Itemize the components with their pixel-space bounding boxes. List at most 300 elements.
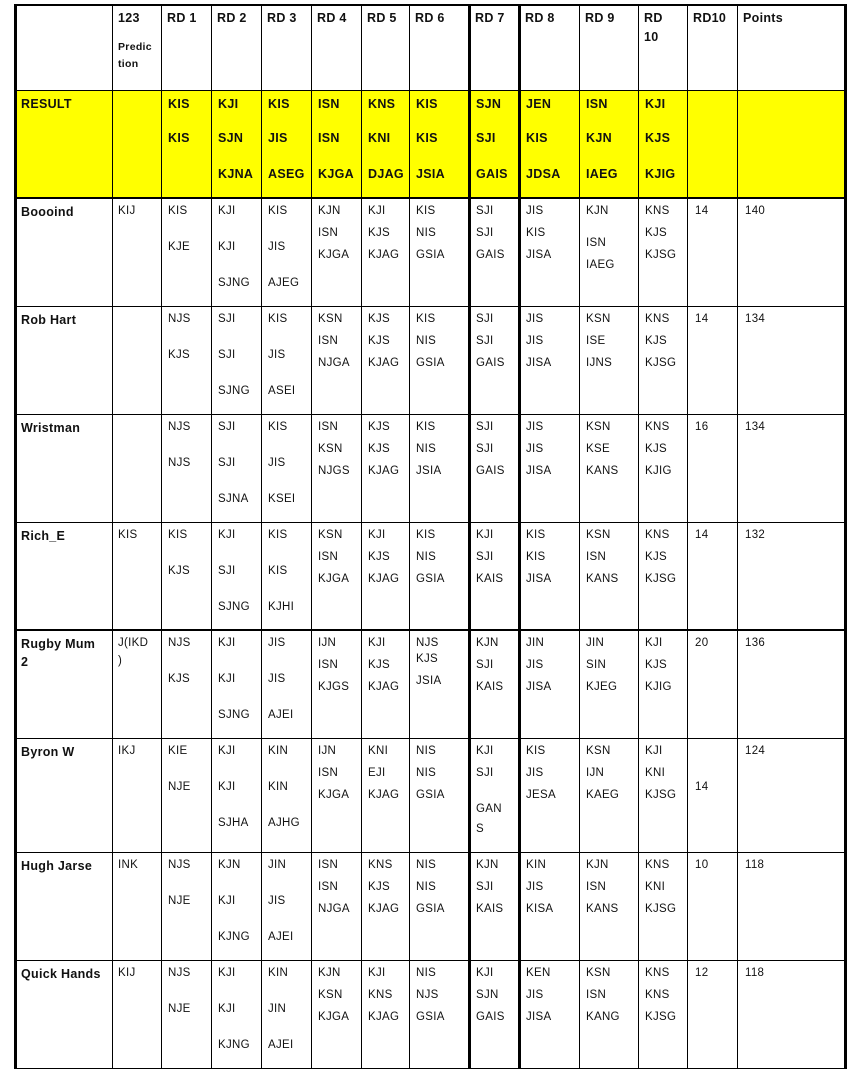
round-pick: KIS (416, 529, 436, 541)
header-label: RD 1 (167, 11, 197, 25)
result-code: KNI (368, 131, 391, 145)
round-cell-rd7 (469, 306, 519, 414)
result-code: KIS (416, 131, 438, 145)
round-cell-rd9 (579, 630, 638, 738)
round-pick: GSIA (416, 249, 445, 261)
round-pick: KJI (218, 781, 236, 793)
round-pick: SJNG (218, 277, 250, 289)
round-cell-rd3 (261, 630, 311, 738)
round-cell-rd8 (519, 630, 579, 738)
round-pick: SJI (476, 205, 494, 217)
round-pick: KJN (586, 205, 609, 217)
round-pick: GSIA (416, 1011, 445, 1023)
round-pick: SJI (476, 881, 494, 893)
round-pick: KJI (218, 1003, 236, 1015)
round-pick: JIS (268, 673, 286, 685)
prediction-value: ) (118, 655, 123, 667)
round-pick: KIS (268, 421, 288, 433)
round-pick: KJNG (218, 931, 250, 943)
round-pick: JISA (526, 357, 552, 369)
prediction-cell (112, 738, 161, 852)
round-pick: SJI (476, 421, 494, 433)
round-cell-rd2 (211, 960, 261, 1069)
round-pick: KNI (645, 881, 666, 893)
header-label: RD 5 (367, 11, 397, 25)
round-pick: IJN (586, 767, 605, 779)
round-pick: JIS (526, 443, 544, 455)
round-pick: KNS (645, 859, 670, 871)
round-pick: NIS (416, 859, 437, 871)
round-cell-rd2 (211, 414, 261, 522)
result-code: IAEG (586, 167, 618, 181)
rd10-score: 14 (695, 313, 709, 325)
round-pick: KJAG (368, 249, 400, 261)
round-pick: KJGA (318, 789, 350, 801)
player-name-cell (14, 852, 112, 960)
result-code: KJN (586, 131, 612, 145)
round-pick: KJN (476, 859, 499, 871)
round-pick: KNS (645, 313, 670, 325)
player-name-cell (14, 630, 112, 738)
round-cell-rd9 (579, 306, 638, 414)
round-pick: KIN (268, 781, 289, 793)
round-pick: KIS (168, 529, 188, 541)
round-cell-rd10 (638, 738, 687, 852)
round-pick: KIN (268, 745, 289, 757)
prediction-cell (112, 852, 161, 960)
round-pick: KANS (586, 903, 619, 915)
round-pick: SJI (218, 421, 236, 433)
result-rd5 (361, 90, 409, 198)
player-name: Byron W (21, 745, 75, 759)
round-cell-rd4 (311, 414, 361, 522)
round-pick: KSN (318, 313, 343, 325)
round-cell-rd8 (519, 306, 579, 414)
round-cell-rd1 (161, 852, 211, 960)
round-pick: JIN (526, 637, 545, 649)
round-pick: SJI (476, 551, 494, 563)
round-cell-rd2 (211, 852, 261, 960)
round-pick: SJNG (218, 709, 250, 721)
round-pick: KJI (476, 529, 494, 541)
round-pick: AJEI (268, 1039, 294, 1051)
round-pick: JISA (526, 465, 552, 477)
prediction-cell (112, 522, 161, 630)
round-cell-rd4 (311, 960, 361, 1069)
round-pick: NJS (416, 989, 439, 1001)
round-pick: GAIS (476, 1011, 505, 1023)
round-pick: KJGA (318, 573, 350, 585)
rd10-score-cell (687, 852, 737, 960)
rd10-score: 14 (695, 205, 709, 217)
round-pick: JIN (268, 1003, 287, 1015)
round-pick: NJE (168, 895, 191, 907)
result-code: KJS (645, 131, 671, 145)
round-pick: ASEI (268, 385, 296, 397)
round-pick: KAIS (476, 903, 504, 915)
round-pick: KJS (645, 227, 667, 239)
round-pick: GSIA (416, 357, 445, 369)
prediction-cell (112, 630, 161, 738)
round-cell-rd4 (311, 522, 361, 630)
rd10-score-cell (687, 630, 737, 738)
result-rd4 (311, 90, 361, 198)
result-code: SJI (476, 131, 496, 145)
round-pick: SIN (586, 659, 607, 671)
round-pick: JISA (526, 681, 552, 693)
rd10-score-cell (687, 414, 737, 522)
header-label: 10 (644, 30, 659, 44)
prediction-value: KIJ (118, 205, 136, 217)
round-cell-rd4 (311, 198, 361, 306)
result-label-cell (14, 90, 112, 198)
rd10-score-cell (687, 522, 737, 630)
round-pick: ISN (318, 421, 339, 433)
round-pick: KJAG (368, 681, 400, 693)
player-name-cell (14, 738, 112, 852)
points-value: 124 (745, 745, 766, 757)
result-rd10 (638, 90, 687, 198)
round-pick: SJI (476, 659, 494, 671)
round-pick: JIS (526, 335, 544, 347)
player-name: Rugby Mum (21, 637, 96, 651)
column-header (519, 4, 579, 90)
result-code: JIS (268, 131, 288, 145)
result-code: GAIS (476, 167, 508, 181)
round-pick: KIS (268, 529, 288, 541)
round-pick: SJI (476, 767, 494, 779)
round-pick: KJAG (368, 1011, 400, 1023)
round-cell-rd10 (638, 198, 687, 306)
column-divider (687, 4, 688, 1069)
round-cell-rd6 (409, 738, 469, 852)
column-divider (468, 4, 471, 1069)
row-divider (14, 90, 846, 91)
prediction-cell (112, 960, 161, 1069)
points-cell (737, 630, 846, 738)
points-value: 140 (745, 205, 766, 217)
round-pick: KJI (218, 637, 236, 649)
round-pick: AJHG (268, 817, 300, 829)
round-pick: SJNG (218, 601, 250, 613)
result-code: KJI (645, 97, 666, 111)
round-pick: KJSG (645, 573, 677, 585)
round-pick: KIS (526, 745, 546, 757)
prediction-cell (112, 306, 161, 414)
result-code: ISN (318, 97, 340, 111)
rd10-score-cell (687, 306, 737, 414)
round-pick: NIS (416, 335, 437, 347)
result-code: KJGA (318, 167, 354, 181)
header-label: RD 9 (585, 11, 615, 25)
column-header (261, 4, 311, 90)
round-pick: KJI (368, 529, 386, 541)
result-code: JEN (526, 97, 552, 111)
round-pick: KJS (168, 673, 190, 685)
round-pick: SJI (218, 313, 236, 325)
round-pick: KJS (645, 443, 667, 455)
round-cell-rd5 (361, 852, 409, 960)
round-pick: NJE (168, 1003, 191, 1015)
round-pick: ISN (318, 335, 339, 347)
round-cell-rd3 (261, 198, 311, 306)
round-cell-rd4 (311, 852, 361, 960)
result-code: SJN (476, 97, 502, 111)
header-label: RD 4 (317, 11, 347, 25)
round-pick: GAIS (476, 357, 505, 369)
round-pick: NJS (168, 421, 191, 433)
round-pick: NJS (168, 457, 191, 469)
round-pick: KJNG (218, 1039, 250, 1051)
round-cell-rd10 (638, 414, 687, 522)
round-pick: AJEI (268, 931, 294, 943)
round-cell-rd5 (361, 960, 409, 1069)
round-pick: ISN (318, 859, 339, 871)
points-cell (737, 198, 846, 306)
round-pick: KJN (318, 205, 341, 217)
round-pick: KSN (586, 745, 611, 757)
round-cell-rd2 (211, 306, 261, 414)
round-pick: KSN (586, 313, 611, 325)
round-pick: KJSG (645, 789, 677, 801)
column-header (161, 4, 211, 90)
round-pick: NIS (416, 745, 437, 757)
round-pick: JIS (526, 767, 544, 779)
round-pick: KIS (268, 205, 288, 217)
round-pick: KSN (318, 529, 343, 541)
column-divider (409, 4, 410, 1069)
round-pick: JIS (526, 881, 544, 893)
round-pick: JISA (526, 1011, 552, 1023)
round-pick: JIN (268, 859, 287, 871)
column-header (361, 4, 409, 90)
round-cell-rd4 (311, 738, 361, 852)
round-pick: AJEI (268, 709, 294, 721)
rd10-score-cell (687, 198, 737, 306)
rd10-score: 10 (695, 859, 709, 871)
round-cell-rd5 (361, 414, 409, 522)
round-pick: SJI (218, 349, 236, 361)
round-cell-rd1 (161, 738, 211, 852)
round-pick: ISN (586, 237, 607, 249)
round-pick: NIS (416, 767, 437, 779)
result-rd8 (519, 90, 579, 198)
result-code: KIS (168, 97, 190, 111)
round-pick: KJGA (318, 249, 350, 261)
header-label: RD 8 (525, 11, 555, 25)
round-pick: GAIS (476, 465, 505, 477)
round-pick: KNS (645, 989, 670, 1001)
points-cell (737, 738, 846, 852)
round-pick: KJI (218, 241, 236, 253)
round-cell-rd3 (261, 738, 311, 852)
round-cell-rd2 (211, 630, 261, 738)
result-code: DJAG (368, 167, 404, 181)
round-pick: KAIS (476, 573, 504, 585)
round-cell-rd1 (161, 630, 211, 738)
round-pick: KSN (586, 421, 611, 433)
round-pick: SJI (218, 565, 236, 577)
round-pick: KJN (318, 967, 341, 979)
round-cell-rd2 (211, 198, 261, 306)
points-cell (737, 306, 846, 414)
round-pick: NJS (168, 637, 191, 649)
result-pred-cell (112, 90, 161, 198)
header-label: RD 2 (217, 11, 247, 25)
column-divider (211, 4, 212, 1069)
row-divider (14, 522, 846, 523)
round-pick: KJSG (645, 357, 677, 369)
round-pick: JIS (526, 659, 544, 671)
round-pick: KJS (368, 881, 390, 893)
round-pick: GAN (476, 803, 502, 815)
column-header (311, 4, 361, 90)
round-cell-rd7 (469, 852, 519, 960)
round-cell-rd8 (519, 522, 579, 630)
round-cell-rd8 (519, 960, 579, 1069)
points-cell (737, 852, 846, 960)
round-pick: KJAG (368, 465, 400, 477)
row-divider (14, 852, 846, 853)
round-pick: KJI (645, 745, 663, 757)
round-pick: ISN (318, 659, 339, 671)
round-pick: KJS (368, 313, 390, 325)
points-cell (737, 960, 846, 1069)
round-cell-rd4 (311, 630, 361, 738)
round-cell-rd9 (579, 198, 638, 306)
round-pick: NJS (168, 313, 191, 325)
round-cell-rd2 (211, 738, 261, 852)
result-code: KNS (368, 97, 396, 111)
row-divider (14, 960, 846, 961)
round-pick: NIS (416, 967, 437, 979)
result-code: KJIG (645, 167, 676, 181)
header-prediction: Predic (118, 41, 152, 53)
round-pick: KNS (368, 859, 393, 871)
player-name-cell (14, 198, 112, 306)
column-divider (518, 4, 521, 1069)
round-pick: KJN (586, 859, 609, 871)
rd10-score: 16 (695, 421, 709, 433)
round-pick: KJI (645, 637, 663, 649)
round-pick: NJGS (318, 465, 350, 477)
round-pick: JIS (268, 895, 286, 907)
round-pick: KJS (645, 335, 667, 347)
round-pick: SJI (476, 227, 494, 239)
round-cell-rd1 (161, 960, 211, 1069)
round-pick: KSE (586, 443, 610, 455)
round-pick: GSIA (416, 789, 445, 801)
prediction-value: IKJ (118, 745, 136, 757)
round-pick: KJS (168, 349, 190, 361)
round-cell-rd7 (469, 414, 519, 522)
prediction-value: J(IKD (118, 637, 149, 649)
round-pick: KJS (416, 653, 438, 665)
prediction-value: KIJ (118, 967, 136, 979)
round-cell-rd8 (519, 852, 579, 960)
round-pick: NJS (416, 637, 439, 649)
points-value: 132 (745, 529, 766, 541)
round-pick: KIS (526, 551, 546, 563)
round-cell-rd5 (361, 306, 409, 414)
round-cell-rd1 (161, 198, 211, 306)
result-rd3 (261, 90, 311, 198)
column-divider (844, 4, 847, 1069)
round-pick: KJI (218, 205, 236, 217)
round-pick: S (476, 823, 484, 835)
result-code: KJNA (218, 167, 254, 181)
round-pick: KJIG (645, 681, 672, 693)
result-rd1 (161, 90, 211, 198)
result-code: KIS (416, 97, 438, 111)
round-pick: NJS (168, 967, 191, 979)
round-pick: KJAG (368, 903, 400, 915)
round-pick: NJS (168, 859, 191, 871)
round-pick: KJS (168, 565, 190, 577)
column-divider (311, 4, 312, 1069)
points-cell (737, 522, 846, 630)
round-pick: KIS (526, 529, 546, 541)
player-name: Wristman (21, 421, 81, 435)
rd10-score: 14 (695, 529, 709, 541)
round-pick: KANS (586, 465, 619, 477)
round-pick: JIS (268, 457, 286, 469)
round-cell-rd8 (519, 738, 579, 852)
row-divider (14, 414, 846, 415)
round-pick: KNS (368, 989, 393, 1001)
round-cell-rd7 (469, 738, 519, 852)
round-pick: KJN (218, 859, 241, 871)
round-pick: KJI (368, 205, 386, 217)
points-value: 136 (745, 637, 766, 649)
row-divider (14, 629, 846, 631)
round-pick: NIS (416, 551, 437, 563)
round-pick: KJS (368, 659, 390, 671)
result-rd6 (409, 90, 469, 198)
round-pick: JIS (526, 313, 544, 325)
round-cell-rd3 (261, 960, 311, 1069)
player-name: Boooind (21, 205, 74, 219)
round-pick: KSN (318, 989, 343, 1001)
round-pick: NIS (416, 443, 437, 455)
round-pick: KJI (218, 529, 236, 541)
player-name-cell (14, 306, 112, 414)
rd10-score-cell (687, 960, 737, 1069)
round-pick: KEN (526, 967, 551, 979)
round-pick: KJSG (645, 249, 677, 261)
round-pick: ISN (586, 551, 607, 563)
round-pick: KNS (645, 205, 670, 217)
column-header (638, 4, 687, 90)
round-cell-rd1 (161, 414, 211, 522)
round-cell-rd6 (409, 852, 469, 960)
round-cell-rd5 (361, 738, 409, 852)
round-cell-rd3 (261, 852, 311, 960)
round-pick: KIS (268, 313, 288, 325)
round-pick: KJI (476, 967, 494, 979)
round-cell-rd10 (638, 522, 687, 630)
column-divider (112, 4, 113, 1069)
column-header (14, 4, 112, 90)
round-pick: SJI (476, 313, 494, 325)
round-pick: KAEG (586, 789, 620, 801)
round-pick: KSN (318, 443, 343, 455)
row-divider (14, 306, 846, 307)
round-cell-rd5 (361, 522, 409, 630)
round-pick: KNS (645, 967, 670, 979)
rd10-score: 14 (695, 781, 709, 793)
round-cell-rd5 (361, 630, 409, 738)
